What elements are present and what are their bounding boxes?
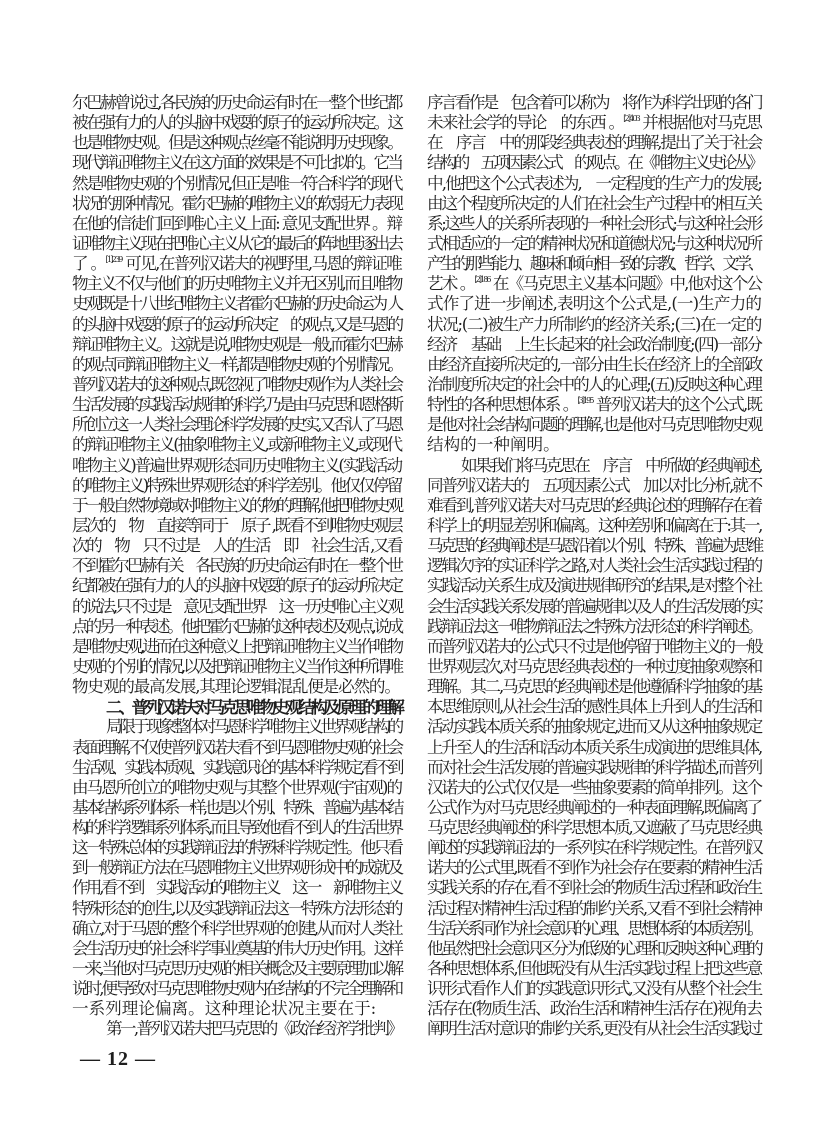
text-line: 生活发展的实践活动规律的科学,乃是由马克思和恩格斯	[72, 395, 401, 415]
text-line: 不到霍尔巴赫有关 各民族的历史命运有时在一整个世	[72, 556, 401, 576]
text-line: 普列汉诺夫的这种观点,既忽视了唯物史观作为人类社会	[72, 374, 401, 394]
text-segment: 并根据他对马克思	[638, 113, 761, 133]
text-line: 践辩证法这一唯物辩证法之特殊方法形态的科学阐述。	[427, 616, 761, 636]
text-line: 第一,普列汉诺夫把马克思的《政治经济学批判》	[106, 1019, 401, 1039]
text-line: 表面理解,不仅使普列汉诺夫看不到马恩唯物史观的社会	[72, 737, 401, 757]
text-line: 纪都被在强有力的人的头脑中戏耍的原子的运动所决定	[72, 576, 401, 596]
text-line: 层次的 物 直接等同于 原子 ,既看不到唯物史观层	[72, 515, 401, 535]
text-line: 由经济直接所决定的,一部分由生长在经济上的全部政	[427, 354, 761, 374]
text-line: 特殊形态的创生,以及实践辩证法这一特殊方法形态的	[72, 898, 401, 918]
text-line: 的唯物主义)特殊世界观形态的科学差别。他仅仅停留	[72, 475, 401, 495]
section-heading: 二、普列汉诺夫对马克思唯物史观结构及原理的理解	[106, 697, 401, 718]
text-line: 史观的个别的情况,以及把辩证唯物主义当作这种所谓唯	[72, 656, 401, 676]
text-line: 局限于现象整体对马恩科学唯物主义世界观结构的	[106, 717, 401, 737]
text-line: 中,他把这个公式表述为, 一定程度的生产力的发展;	[427, 173, 761, 193]
text-line: 证唯物主义现在把唯心主义从它的最后的阵地里逐出去	[72, 233, 401, 253]
right-text-column	[427, 93, 761, 1040]
text-line: 治制度所决定的社会中的人的心理;(五)反映这种心理	[427, 374, 761, 394]
text-line	[72, 254, 401, 274]
text-segment: 未来社会学的导论 的东西 。	[427, 113, 624, 133]
text-line: 公式作为对马克思经典阐述的一种表面理解,既偏离了	[427, 797, 761, 817]
text-line: 于一般自然物境域对唯物主义的物的理解,他把唯物史观	[72, 495, 401, 515]
text-line: 而对社会生活发展的普遍实践规律的科学描述,而普列	[427, 757, 761, 777]
text-line: 所创立这一人类社会理论科学发展的史实,又否认了马恩	[72, 415, 401, 435]
text-line: 活过程对精神生活过程的制约关系,又看不到社会精神	[427, 898, 761, 918]
text-line: 是唯物史观,进而在这种意义上把辩证唯物主义当作唯物	[72, 636, 401, 656]
text-line: 点的另一种表述。他把霍尔巴赫的这种表述及观点,说成	[72, 616, 401, 636]
citation-superscript: [2]186	[474, 275, 490, 285]
text-line: 理解。其二,马克思的经典阐述是他遵循科学抽象的基	[427, 677, 761, 697]
left-text-column	[72, 93, 401, 1040]
text-line	[427, 274, 761, 294]
text-line: 构的科学逻辑系列体系,而且导致他看不到人的生活世界	[72, 818, 401, 838]
text-line: 活存在(物质生活、政治生活和精神生活存在)视角去	[427, 999, 761, 1019]
text-line: 本思维原则,从社会生活的感性具体上升到人的生活和	[427, 697, 761, 717]
text-line: 状况;(二)被生产力所制约的经济关系;(三)在一定的	[427, 314, 761, 334]
text-line: 而普列汉诺夫的公式只不过是他停留于唯物主义的一般	[427, 636, 761, 656]
text-line: 基本结构系列体系一样,也是以个别、特殊、普遍为基本结	[72, 797, 401, 817]
text-segment: 普列汉诺夫的这个公式,既	[592, 395, 761, 415]
text-line: 诺夫的公式里,既看不到作为社会存在要素的精神生活	[427, 858, 761, 878]
text-line: 实践活动关系生成及演进规律研究的结果,是对整个社	[427, 576, 761, 596]
text-line: 一来,当他对马克思历史观的相关概念及主要原理加以解	[72, 959, 401, 979]
text-line: 被在强有力的人的头脑中戏耍的原子的运动所决定。这	[72, 113, 401, 133]
text-line: 物史观的最高发展,其理论逻辑混乱便是必然的。	[72, 677, 400, 697]
citation-superscript: [3]195	[577, 396, 593, 406]
page-number: — 12 —	[80, 1048, 156, 1070]
text-line: 实践关系的存在,看不到社会的物质生活过程和政治生	[427, 878, 761, 898]
text-line: 世界观层次,对马克思经典表述的一种过度抽象观察和	[427, 656, 761, 676]
text-line: 活动实践本质关系的抽象规定,进而又从这种抽象规定	[427, 717, 761, 737]
text-line: 由马恩所创立的唯物史观与其整个世界观(宇宙观)的	[72, 777, 401, 797]
text-line: 同普列汉诺夫的 五项因素公式 加以对比分析,就不	[427, 475, 761, 495]
text-line: 一系列理论偏离。这种理论状况主要在于:	[72, 999, 377, 1019]
text-line: 上升至人的生活和活动本质关系生成演进的思维具体,	[427, 737, 761, 757]
text-line: 次的 物 只不过是 人的生活 即 社会生活 ,又看	[72, 536, 401, 556]
text-line: 确立,对于马恩的整个科学世界观的创建,从而对人类社	[72, 918, 401, 938]
text-line: 说时,便导致对马克思唯物史观内在结构的不完全理解和	[72, 979, 401, 999]
text-line: 史观既是十八世纪唯物主义者霍尔巴赫的历史命运为 人	[72, 294, 401, 314]
text-line: 尔巴赫曾说过,各民族的历史命运有时在一整个世纪都	[72, 93, 401, 112]
text-line: 产生的那些能力、趣味和倾向相一致的宗教、哲学、文学、	[427, 254, 761, 274]
text-line: 识形式看作人们的实践意识形式,又没有从整个社会生	[427, 979, 761, 999]
text-line: 作用,看不到 实践活动的唯物主义 这一 新唯物主义	[72, 878, 401, 898]
text-line: 的说法,只不过是 意见支配世界 这一历史唯心主义观	[72, 596, 401, 616]
text-line	[427, 395, 761, 415]
text-line: 状况的那种情况。霍尔巴赫的唯物主义的软弱无力表现	[72, 193, 401, 213]
text-line: 式作了进一步阐述,表明这个公式是,(一)生产力的	[427, 294, 761, 314]
text-line: 生活观、实践本质观、实践意识论的基本科学规定,看不到	[72, 757, 401, 777]
citation-superscript: [1]239	[105, 255, 122, 265]
text-line: 然是唯物史观的个别情况,但正是唯一符合科学的现代	[72, 173, 401, 193]
text-line: 生活关系同作为社会意识的心理、思想体系的本质差别。	[427, 918, 761, 938]
text-line: 科学上的明显差别和偏离。这种差别和偏离在于:其一,	[427, 515, 761, 535]
text-line: 马克思的经典阐述是马恩沿着以个别、特殊、普遍为思维	[427, 536, 761, 556]
text-line	[427, 113, 761, 133]
text-segment: 可见,在普列汉诺夫的视野里,马恩的辩证唯	[121, 254, 401, 274]
text-segment: 艺术 。	[427, 274, 475, 294]
text-line: 辩证唯物主义。这就是说,唯物史观是一般,而霍尔巴赫	[72, 334, 401, 354]
text-segment: 在《马克思主义基本问题》中,他对这个公	[489, 274, 761, 294]
text-line: 序言看作是 包含着可以称为 将作为科学出现的各门	[427, 93, 761, 112]
text-line: 汉诺夫的公式仅仅是一些抽象要素的简单排列。这个	[427, 777, 761, 797]
text-line: 现代辩证唯物主义在这方面的效果是不可比拟的。它当	[72, 153, 401, 173]
text-line: 会生活历史的社会科学事业奠基的伟大历史作用。这样	[72, 938, 401, 958]
text-line: 他虽然把社会意识区分为低级的心理和反映这种心理的	[427, 938, 761, 958]
text-line: 唯物主义)普遍世界观形态同历史唯物主义(实践活动	[72, 455, 401, 475]
text-line: 系;这些人的关系所表现的一种社会形式;与这种社会形	[427, 213, 761, 233]
text-line: 在 序言 中的那段经典表述的理解,提出了关于社会	[427, 133, 761, 153]
citation-superscript: [2]403	[623, 114, 639, 124]
text-line: 马克思经典阐述的科学思想本质,又遮蔽了马克思经典	[427, 818, 761, 838]
text-line: 的辩证唯物主义(抽象唯物主义,或新唯物主义,或现代	[72, 435, 401, 455]
text-line: 物主义不仅与他们的历史唯物主义并无区别,而且唯物	[72, 274, 401, 294]
text-line: 也是唯物史观。但是这种观点丝毫不能说明历史现象。	[72, 133, 401, 153]
text-line: 到一般辩证方法在马恩唯物主义世界观形成中的成就及	[72, 858, 401, 878]
text-line: 阐述的实践辩证法的一系列实在科学规定性。在普列汉	[427, 838, 761, 858]
text-line: 如果我们将马克思在 序言 中所做的经典阐述,	[461, 455, 761, 475]
text-line: 式相适应的一定的精神状况和道德状况;与这种状况所	[427, 233, 761, 253]
text-line: 是他对社会结构问题的理解,也是他对马克思唯物史观	[427, 415, 761, 435]
text-line: 由这个程度所决定的人们在社会生产过程中的相互关	[427, 193, 761, 213]
text-line: 结构的一种阐明。	[427, 435, 560, 455]
text-line: 的头脑中戏耍的原子的运动所决定 的观点,又是马恩的	[72, 314, 401, 334]
text-line: 会生活实践关系发展的普遍规律以及人的生活发展的实	[427, 596, 761, 616]
text-segment: 特性的各种思想体系 。	[427, 395, 578, 415]
text-segment: 了 。	[72, 254, 106, 274]
text-line: 阐明生活对意识的制约关系,更没有从社会生活实践过	[427, 1019, 761, 1039]
text-line: 难看到,普列汉诺夫对马克思的经典论述的理解存在着	[427, 495, 761, 515]
text-line: 结构的 五项因素公式 的观点。在《唯物主义史论丛》	[427, 153, 761, 173]
text-line: 各种思想体系,但他既没有从生活实践过程上把这些意	[427, 959, 761, 979]
text-line: 在他的信徒们回到唯心主义上面: 意见支配世界 。辩	[72, 213, 401, 233]
text-line: 这一特殊总体的实践辩证法的特殊科学规定性。他只看	[72, 838, 401, 858]
text-line: 逻辑次序的实证科学之路,对人类社会生活实践过程的	[427, 556, 761, 576]
text-line: 经济 基础 上生长起来的社会政治制度;(四)一部分	[427, 334, 761, 354]
text-line: 的观点同辩证唯物主义一样,都是唯物史观的个别情况。	[72, 354, 401, 374]
